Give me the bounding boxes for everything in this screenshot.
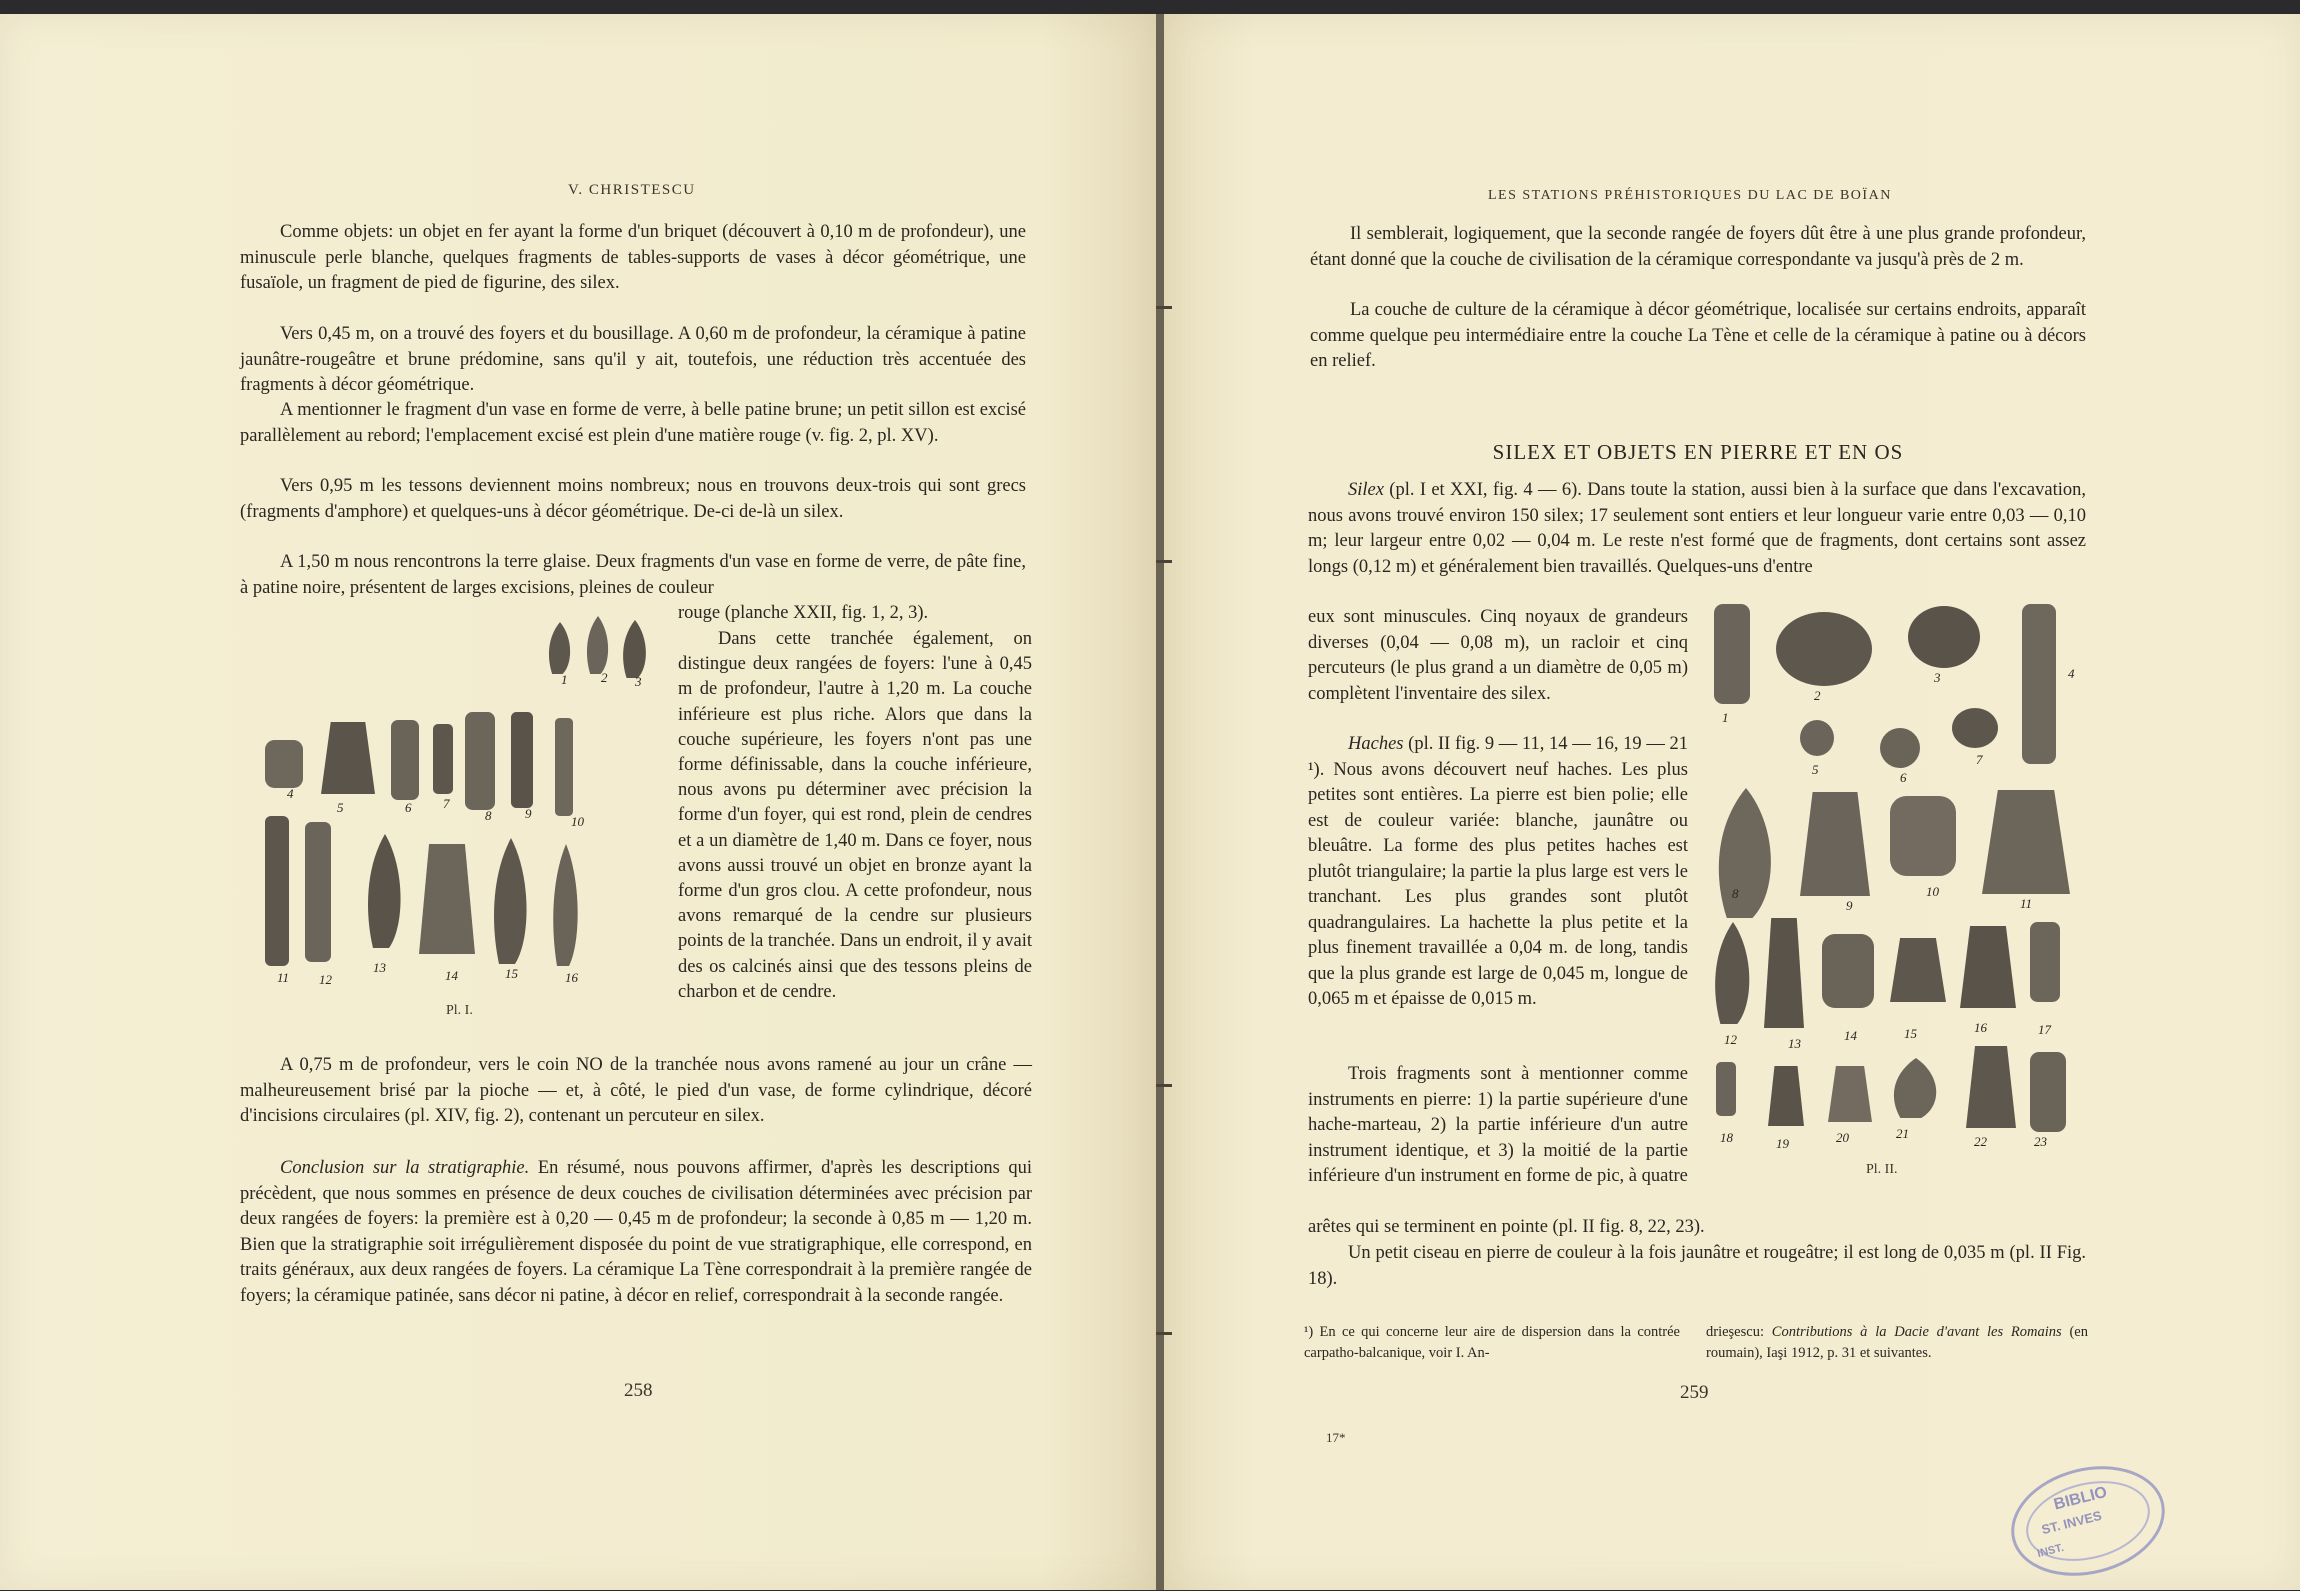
- binding-mark: [1156, 1084, 1172, 1087]
- artifact-photo: [1960, 926, 2016, 1008]
- figure-number: 12: [1724, 1032, 1737, 1047]
- paragraph: eux sont minuscules. Cinq noyaux de grandeurs diverses (0,04 — 0,08 m), un racloir et cinq percuteurs (le plus grand a un diamètre de 0,05 m) complètent l'inventaire des silex.: [1308, 607, 1688, 704]
- artifact-photo: [433, 724, 453, 794]
- footnote-author: drieşescu:: [1706, 1324, 1772, 1340]
- figure-number: 16: [1974, 1020, 1987, 1035]
- plate-1-figure: [255, 612, 673, 998]
- plate-2-figure: [1704, 592, 2090, 1154]
- artifact-photo: [2030, 922, 2060, 1002]
- artifact-photo: [553, 844, 577, 966]
- paragraph: arêtes qui se terminent en pointe (pl. II fig. 8, 22, 23).: [1308, 1217, 1705, 1237]
- artifact-photo: [623, 620, 646, 678]
- figure-number: 14: [445, 968, 458, 983]
- paragraph: A mentionner le fragment d'un vase en forme de verre, à belle patine brune; un petit sillon est excisé parallèlement au rebord; l'emplacement excisé est plein d'une matière rouge (v. fig. 2, pl. XV).: [240, 400, 1026, 446]
- binding-mark: [1156, 306, 1172, 309]
- haches-text: (pl. II fig. 9 — 11, 14 — 16, 19 — 21 ¹). Nous avons découvert neuf haches. Les plus petites sont entières. La pierre est bien polie; elle est de couleur variée: blanche, jaunâtre ou bleuâtre. La forme des plus petites haches est plutôt triangulaire; la partie la plus large est vers le tranchant. Les plus grandes sont plutôt quadrangulaires. La hachette la plus petite et la plus finement travaillée a 0,04 m. de long, tandis que la plus grande est large de 0,045 m, longue de 0,065 m et épaisse de 0,015 m.: [1308, 734, 1688, 1009]
- figure-number: 3: [1934, 670, 1941, 685]
- page-number-left: 258: [624, 1380, 653, 1401]
- running-head-right: LES STATIONS PRÉHISTORIQUES DU LAC DE BOÏAN: [1488, 188, 1892, 203]
- paragraph: Dans cette tranchée également, on distingue deux rangées de foyers: l'une à 0,45 m de profondeur, l'autre à 1,20 m. La couche inférieure est plus riche. Alors que dans la couche supérieure, les foyers n'ont pas une forme définissable, dans la couche inférieure, nous avons pu déterminer avec précision la forme d'un foyer, qui est rond, plein de cendres et a un diamètre de 1,40 m. Dans ce foyer, nous avons aussi trouvé un objet en bronze ayant la forme d'un gros clou. A cette profondeur, nous avons remarqué de la cendre sur plusieurs points de la tranchée. Dans un endroit, il y avait des os calcinés ainsi que des tessons pleins de charbon et de cendre.: [678, 629, 1032, 1002]
- figure-caption: Pl. I.: [446, 1003, 473, 1018]
- figure-number: 6: [1900, 770, 1907, 785]
- plate-2-artifacts: [1704, 592, 2090, 1154]
- artifact-photo: [465, 712, 495, 810]
- stamp-text: ST. INVES: [2039, 1507, 2104, 1538]
- plate-1-artifacts: [255, 612, 673, 998]
- figure-number: 13: [1788, 1036, 1801, 1051]
- artifact-photo: [1719, 788, 1771, 918]
- paragraph: Comme objets: un objet en fer ayant la forme d'un briquet (découvert à 0,10 m de profondeur), une minuscule perle blanche, quelques fragments de tables-supports de vases à décor géométrique, une fusaïole, un fragment de pied de figurine, des silex.: [240, 222, 1026, 293]
- artifact-photo: [587, 616, 608, 674]
- figure-number: 10: [1926, 884, 1939, 899]
- book-gutter: [1156, 14, 1164, 1590]
- artifact-photo: [511, 712, 533, 808]
- figure-caption: Pl. II.: [1866, 1162, 1898, 1177]
- artifact-photo: [1800, 792, 1870, 896]
- paragraph: A 0,75 m de profondeur, vers le coin NO de la tranchée nous avons ramené au jour un crâne — malheureusement brisé par la pioche — et, à côté, le pied d'un vase, de forme cylindrique, décoré d'incisions circulaires (pl. XIV, fig. 2), contenant un percuteur en silex.: [240, 1055, 1032, 1126]
- figure-number: 12: [319, 972, 332, 987]
- figure-number: 4: [287, 786, 294, 801]
- figure-number: 4: [2068, 666, 2075, 681]
- figure-number: 8: [1732, 886, 1739, 901]
- figure-number: 17: [2038, 1022, 2051, 1037]
- figure-number: 7: [1976, 752, 1983, 767]
- artifact-photo: [1890, 796, 1956, 876]
- figure-number: 11: [277, 970, 290, 985]
- artifact-photo: [1890, 938, 1946, 1002]
- paragraph: Vers 0,95 m les tessons deviennent moins nombreux; nous en trouvons deux-trois qui sont grecs (fragments d'amphore) et quelques-uns à décor géométrique. De-ci de-là un silex.: [240, 476, 1026, 522]
- paragraph: A 1,50 m nous rencontrons la terre glaise. Deux fragments d'un vase en forme de verre, de pâte fine, à patine noire, présentent de larges excisions, pleines de couleur: [240, 552, 1026, 598]
- page-number-right: 259: [1680, 1382, 1709, 1403]
- figure-number: 23: [2034, 1134, 2047, 1149]
- figure-number: 5: [1812, 762, 1819, 777]
- figure-number: 9: [525, 806, 532, 821]
- conclusion-text: En résumé, nous pouvons affirmer, d'après les descriptions qui précèdent, que nous sommes en présence de deux couches de civilisation déterminées avec précision par deux rangées de foyers: la première est à 0,20 — 0,45 m de profondeur; la seconde à 0,85 m — 1,20 m. Bien que la stratigraphie soit irrégulièrement disposée du point de vue stratigraphique, elle correspond, en traits généraux, aux deux rangées de foyers. La céramique La Tène correspondrait à la première rangée de foyers; la céramique patinée, sans décor ni patine, à décor en relief, correspondrait à la seconde rangée.: [240, 1158, 1032, 1306]
- artifact-photo: [1768, 1066, 1804, 1126]
- artifact-photo: [549, 622, 570, 674]
- artifact-photo: [1908, 606, 1980, 668]
- artifact-photo: [265, 740, 303, 788]
- figure-number: 8: [485, 808, 492, 823]
- figure-number: 15: [505, 966, 518, 981]
- figure-number: 6: [405, 800, 412, 815]
- artifact-photo: [1715, 922, 1749, 1024]
- artifact-photo: [1776, 612, 1872, 686]
- conclusion-paragraph: [240, 1156, 1032, 1309]
- footnote-left: ¹) En ce qui concerne leur aire de dispersion dans la contrée carpatho-balcanique, voir I. An-: [1304, 1324, 1680, 1361]
- figure-number: 18: [1720, 1130, 1733, 1145]
- artifact-photo: [1952, 708, 1998, 748]
- artifact-photo: [368, 834, 401, 948]
- footnote-rest: (en roumain), Iaşi 1912, p. 31 et suivantes.: [1706, 1324, 2088, 1361]
- artifact-photo: [391, 720, 419, 800]
- figure-number: 2: [1814, 688, 1821, 703]
- paragraph: Un petit ciseau en pierre de couleur à la fois jaunâtre et rougeâtre; il est long de 0,035 m (pl. II Fig. 18).: [1308, 1243, 2086, 1289]
- figure-number: 2: [601, 670, 608, 685]
- figure-number: 7: [443, 796, 450, 811]
- silex-text: (pl. I et XXI, fig. 4 — 6). Dans toute la station, aussi bien à la surface que dans l'excavation, nous avons trouvé environ 150 silex; 17 seulement sont entiers et leur longueur varie entre 0,03 — 0,10 m; leur largeur entre 0,02 — 0,04 m. Le reste n'est formé que de fragments, dont certains sont assez longs (0,12 m) et généralement bien travaillés. Quelques-uns d'entre: [1308, 480, 2086, 577]
- artifact-photo: [1822, 934, 1874, 1008]
- artifact-photo: [2030, 1052, 2066, 1132]
- paragraph: Vers 0,45 m, on a trouvé des foyers et du bousillage. A 0,60 m de profondeur, la céramique à patine jaunâtre-rougeâtre et brune prédomine, sans qu'il y ait, toutefois, une réduction très accentuée des fragments à décor géométrique.: [240, 324, 1026, 395]
- binding-mark: [1156, 1332, 1172, 1335]
- artifact-photo: [419, 844, 475, 954]
- artifact-photo: [1800, 720, 1834, 756]
- artifact-photo: [305, 822, 331, 962]
- paragraph: rouge (planche XXII, fig. 1, 2, 3).: [678, 603, 929, 623]
- paragraph: Il semblerait, logiquement, que la seconde rangée de foyers dût être à une plus grande profondeur, étant donné que la couche de civilisation de la céramique correspondante va jusqu'à près de 2 m.: [1310, 224, 2086, 270]
- stamp-text: BIBLIO: [2052, 1483, 2109, 1514]
- artifact-photo: [1894, 1058, 1936, 1118]
- artifact-photo: [265, 816, 289, 966]
- figure-number: 15: [1904, 1026, 1917, 1041]
- figure-number: 1: [561, 672, 568, 687]
- artifact-photo: [1714, 604, 1750, 704]
- artifact-photo: [1966, 1046, 2016, 1128]
- artifact-photo: [1716, 1062, 1736, 1116]
- haches-label: Haches: [1348, 734, 1404, 754]
- section-heading: SILEX ET OBJETS EN PIERRE ET EN OS: [1492, 440, 1904, 464]
- artifact-photo: [555, 718, 573, 816]
- figure-number: 13: [373, 960, 386, 975]
- figure-number: 5: [337, 800, 344, 815]
- figure-number: 14: [1844, 1028, 1857, 1043]
- paragraph: Trois fragments sont à mentionner comme instruments en pierre: 1) la partie supérieure d'une hache-marteau, 2) la partie inférieure d'un autre instrument identique, et 3) la moitié de la partie inférieure d'un instrument en forme de pic, à quatre: [1308, 1064, 1688, 1186]
- figure-number: 10: [571, 814, 584, 829]
- figure-number: 1: [1722, 710, 1729, 725]
- artifact-photo: [321, 722, 375, 794]
- running-head-left: V. CHRISTESCU: [568, 182, 696, 198]
- artifact-photo: [1828, 1066, 1872, 1122]
- artifact-photo: [1764, 918, 1804, 1028]
- silex-label: Silex: [1348, 480, 1384, 500]
- artifact-photo: [2022, 604, 2056, 764]
- figure-number: 21: [1896, 1126, 1909, 1141]
- figure-number: 22: [1974, 1134, 1987, 1149]
- haches-paragraph: [1308, 732, 1688, 1013]
- figure-number: 16: [565, 970, 578, 985]
- figure-number: 3: [635, 674, 642, 689]
- artifact-photo: [1880, 728, 1920, 768]
- figure-number: 9: [1846, 898, 1853, 913]
- figure-number: 11: [2020, 896, 2033, 911]
- figure-number: 20: [1836, 1130, 1849, 1145]
- stamp-text: INST.: [2036, 1541, 2066, 1561]
- footnote-right: [1706, 1322, 2088, 1364]
- artifact-photo: [1982, 790, 2070, 894]
- paragraph: La couche de culture de la céramique à décor géométrique, localisée sur certains endroits, apparaît comme quelque peu intermédiaire entre la couche La Tène et celle de la céramique à patine ou à décors en relief.: [1310, 300, 2086, 371]
- figure-number: 19: [1776, 1136, 1789, 1151]
- signature-mark: 17*: [1326, 1430, 1346, 1445]
- conclusion-label: Conclusion sur la stratigraphie.: [280, 1158, 530, 1178]
- silex-paragraph: [1308, 478, 2086, 580]
- artifact-photo: [494, 838, 527, 964]
- binding-mark: [1156, 560, 1172, 563]
- footnote-title: Contributions à la Dacie d'avant les Romains: [1771, 1324, 2062, 1340]
